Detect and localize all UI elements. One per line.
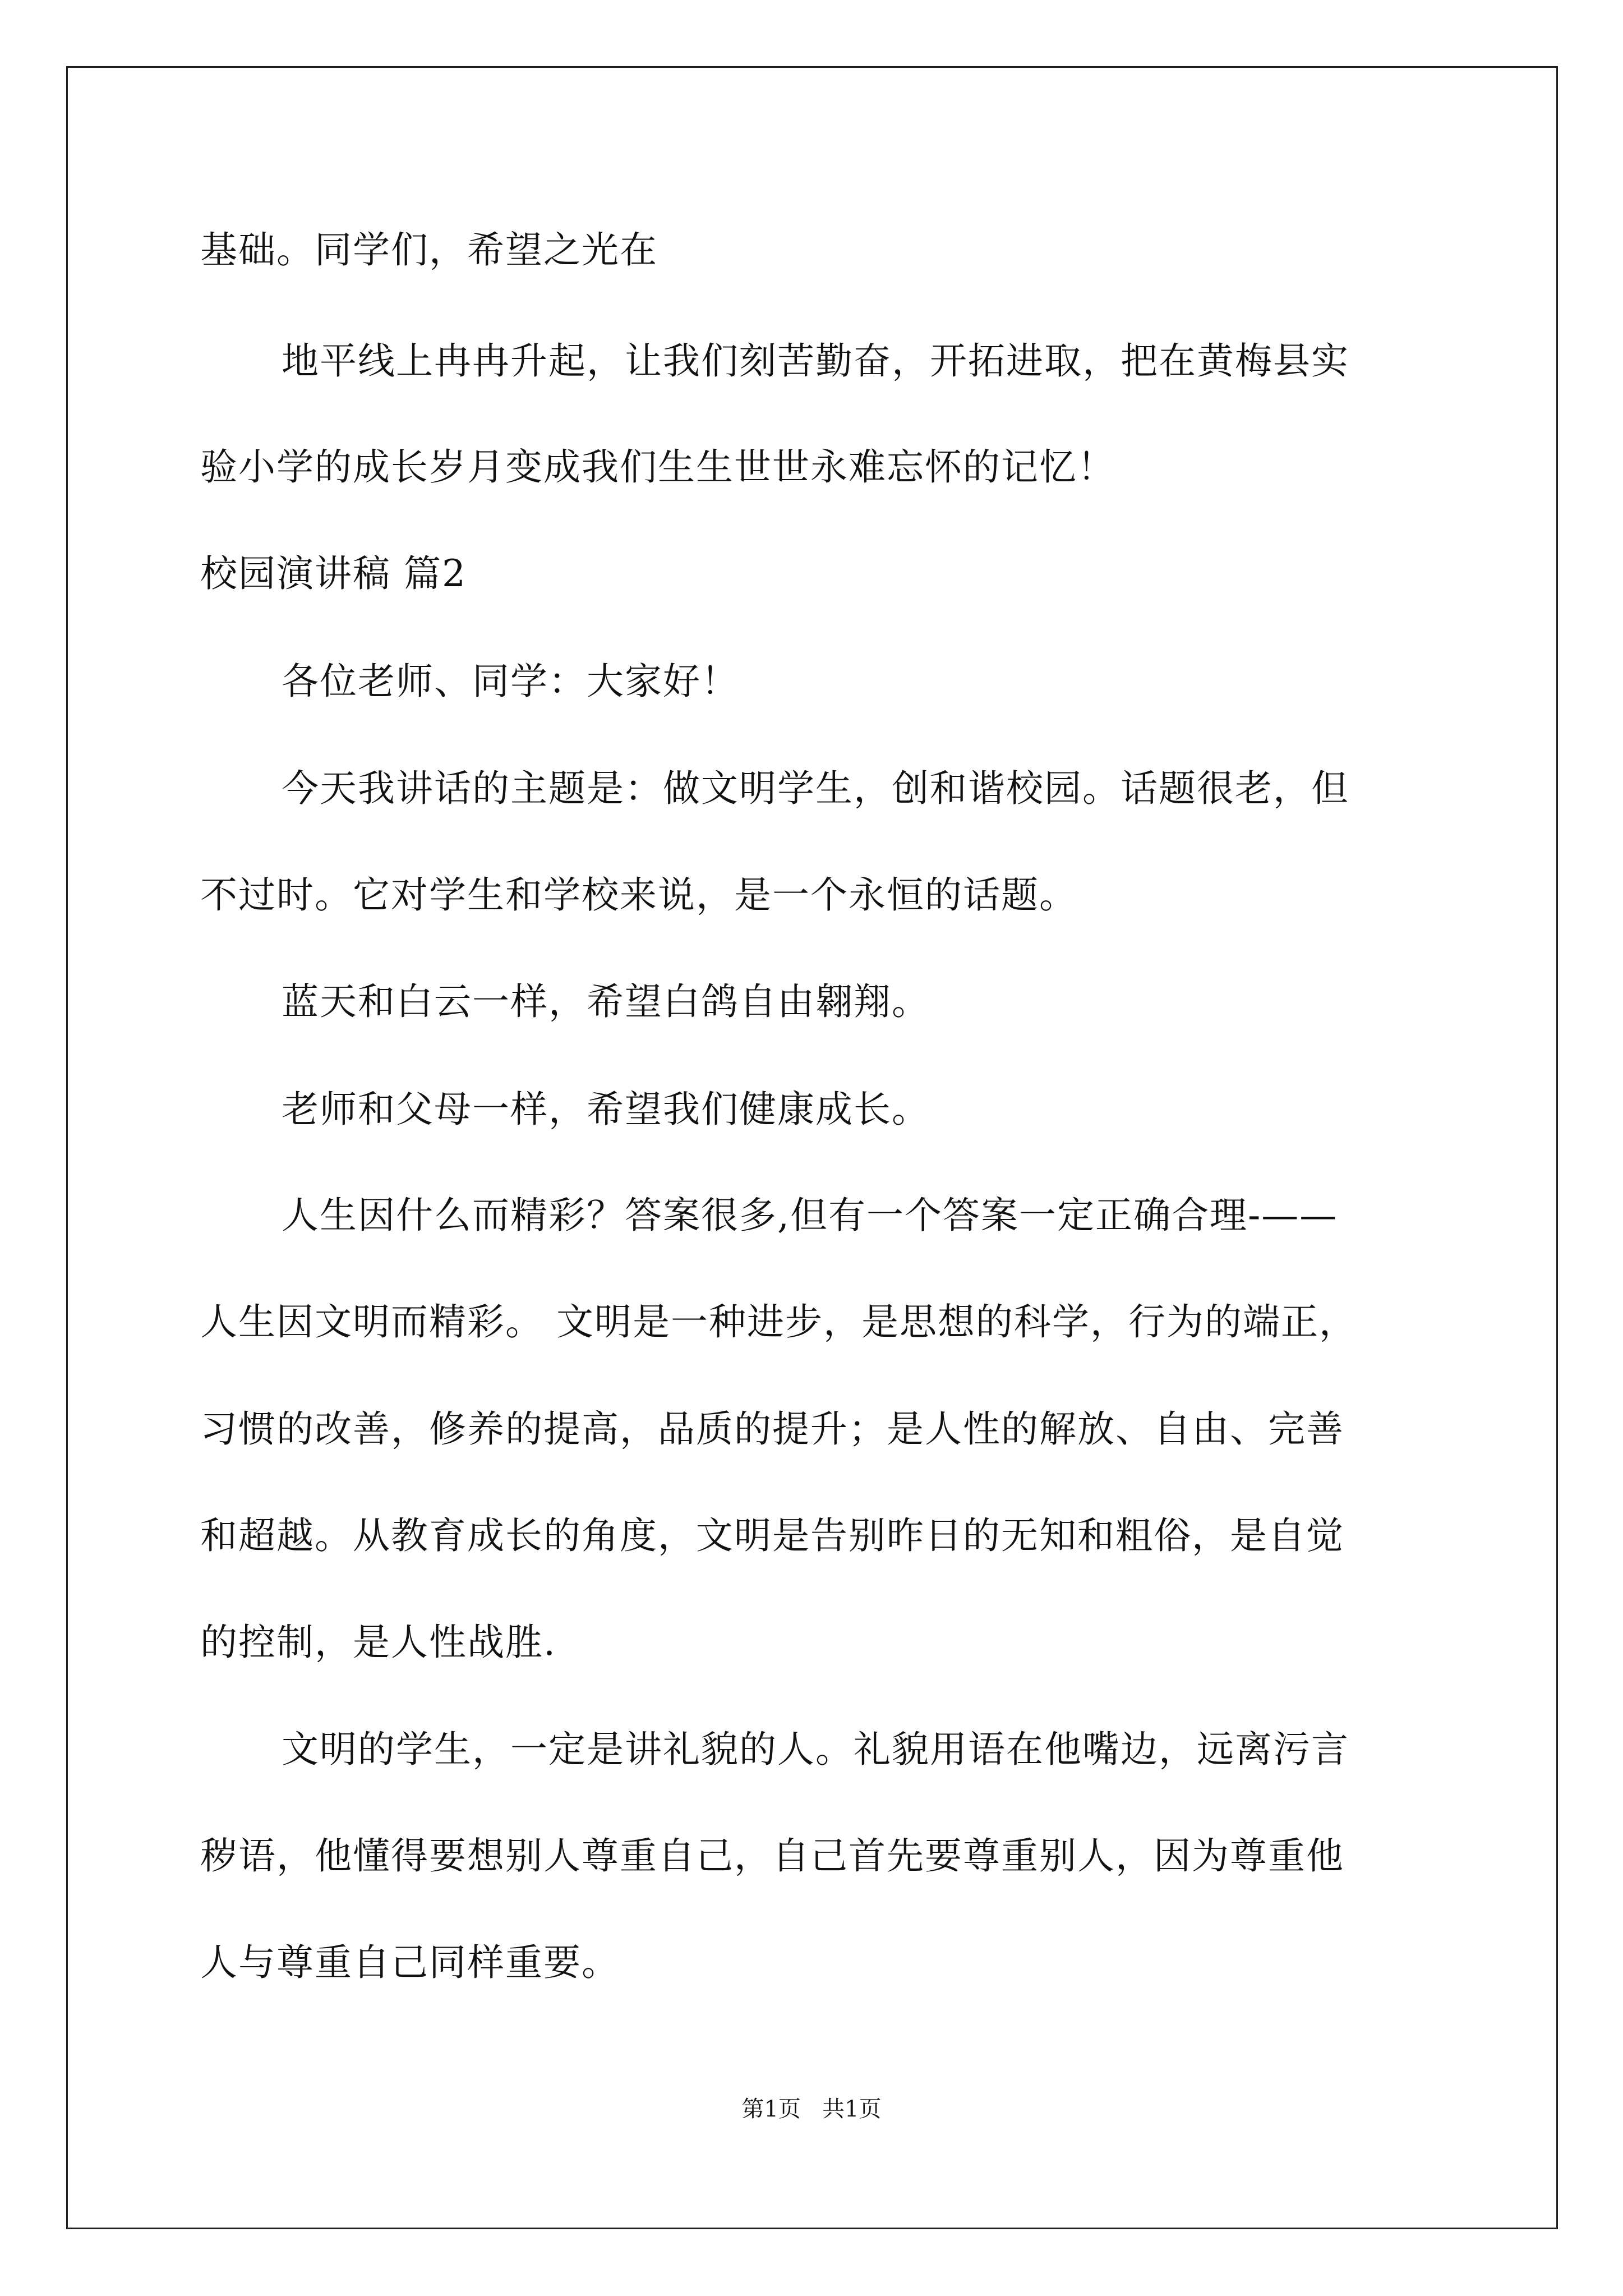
page-frame: [66, 66, 1558, 2229]
section-heading: 校园演讲稿 篇2: [200, 552, 467, 595]
text-line-15: 文明的学生，一定是讲礼貌的人。礼貌用语在他嘴边，远离污言: [282, 1728, 1349, 1771]
text-line-12: 习惯的改善，修养的提高，品质的提升；是人性的解放、自由、完善: [200, 1407, 1344, 1451]
text-line-8: 蓝天和白云一样，希望白鸽自由翱翔。: [282, 980, 930, 1023]
text-line-6: 今天我讲话的主题是：做文明学生，创和谐校园。话题很老，但: [282, 767, 1349, 810]
text-line-11: 人生因文明而精彩。 文明是一种进步，是思想的科学，行为的端正，: [200, 1300, 1357, 1343]
text-line-7: 不过时。它对学生和学校来说，是一个永恒的话题。: [200, 873, 1077, 917]
text-line-1: 基础。同学们，希望之光在: [200, 228, 658, 272]
text-line-10: 人生因什么而精彩？答案很多,但有一个答案一定正确合理-——: [282, 1194, 1338, 1237]
text-line-3: 验小学的成长岁月变成我们生生世世永难忘怀的记忆！: [200, 445, 1115, 489]
text-line-2: 地平线上冉冉升起，让我们刻苦勤奋，开拓进取，把在黄梅县实: [282, 339, 1349, 383]
text-line-9: 老师和父母一样，希望我们健康成长。: [282, 1088, 930, 1131]
text-line-17: 人与尊重自己同样重要。: [200, 1941, 620, 1984]
text-line-5: 各位老师、同学：大家好！: [282, 660, 739, 703]
page-footer: 第1页 共1页: [741, 2096, 882, 2122]
text-line-16: 秽语，他懂得要想别人尊重自己，自己首先要尊重别人，因为尊重他: [200, 1834, 1344, 1878]
text-line-14: 的控制，是人性战胜.: [200, 1621, 556, 1664]
text-line-13: 和超越。从教育成长的角度，文明是告别昨日的无知和粗俗，是自觉: [200, 1514, 1344, 1557]
